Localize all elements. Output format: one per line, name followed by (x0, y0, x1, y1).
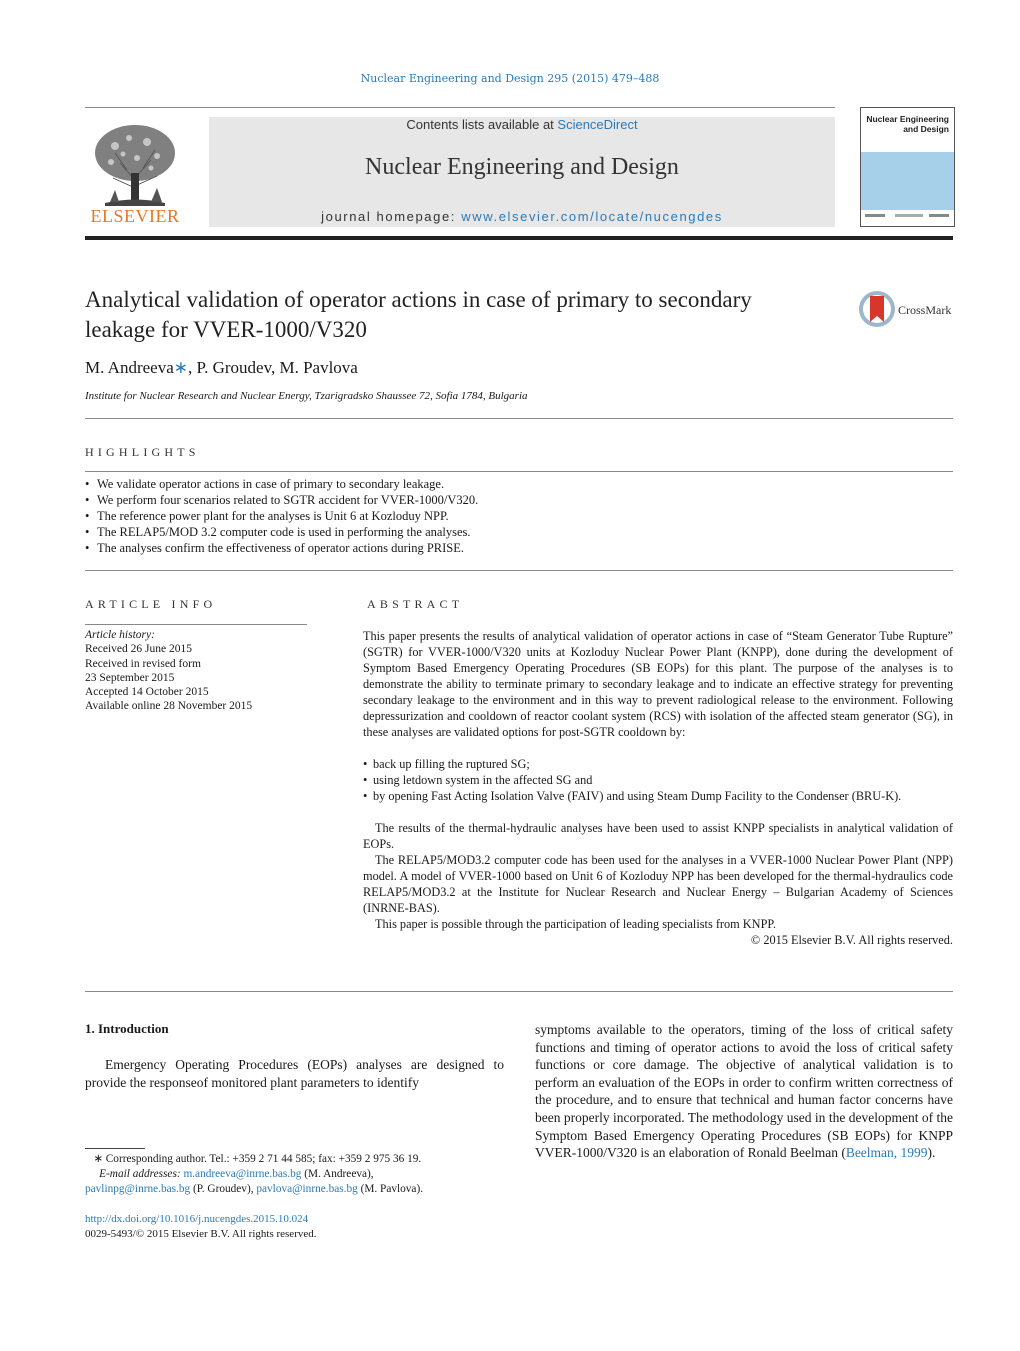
affiliation: Institute for Nuclear Research and Nuclear Energy, Tzarigradsko Shaussee 72, Sofia 1784, Bulgaria (85, 390, 528, 402)
email-line (85, 1167, 504, 1182)
email-label: E-mail addresses: (99, 1168, 181, 1180)
author-andreeva: M. Andreeva (85, 358, 174, 377)
highlights-rule (85, 471, 953, 472)
abstract-copyright: © 2015 Elsevier B.V. All rights reserved. (750, 933, 953, 947)
revised-date: 23 September 2015 (85, 671, 175, 684)
abstract-paragraph: This paper presents the results of analytical validation of operator actions in case of “Steam Generator Tube Rupture” (SGTR) for VVER-1000/V320 units at Kozloduy Nuclear Power Plant (KNPP), done during the development of Symptom Based Emergency Operating Procedures (SB EOPs) for this plant. The purpose of the analyses is to demonstrate the ability to terminate primary to secondary leakage and to indicate an effective strategy for preventing secondary leakage to the environment and in this way to prevent radiological release to the environment. Following depressurization and cooldown of reactor coolant system (RCS) with isolation of the affected steam generator (SG), in these analyses are validated options for post-SGTR cooldown by: (363, 629, 953, 739)
journal-cover-thumbnail[interactable] (860, 107, 955, 227)
elsevier-wordmark: ELSEVIER (90, 206, 180, 226)
footnote-mark: ∗ (93, 1153, 103, 1165)
received-date: Received 26 June 2015 (85, 643, 192, 656)
corresponding-author-note (85, 1152, 504, 1167)
list-item: • using letdown system in the affected SG and (363, 772, 953, 788)
abstract-paragraph: The results of the thermal-hydraulic analyses have been used to assist KNPP specialists in analytical validation of EOPs. (363, 821, 953, 851)
cover-band (861, 152, 954, 210)
list-item: • The reference power plant for the analyses is Unit 6 at Kozloduy NPP. (85, 508, 953, 524)
email-andreeva-link[interactable]: m.andreeva@inrne.bas.bg (183, 1168, 302, 1180)
divider-before-highlights (85, 418, 953, 419)
list-item: • We validate operator actions in case of primary to secondary leakage. (85, 476, 953, 492)
journal-homepage (209, 209, 835, 224)
other-authors: , P. Groudev, M. Pavlova (188, 358, 358, 377)
revised-label: Received in revised form (85, 657, 201, 670)
issn-copyright: 0029-5493/© 2015 Elsevier B.V. All rights reserved. (85, 1227, 317, 1240)
abstract-options-list (363, 756, 953, 804)
accepted-date: Accepted 14 October 2015 (85, 686, 209, 699)
email-groudev-link[interactable]: pavlinpg@inrne.bas.bg (85, 1183, 191, 1195)
list-item: • The RELAP5/MOD 3.2 computer code is used in performing the analyses. (85, 524, 953, 540)
email-line (85, 1182, 504, 1197)
list-item: • We perform four scenarios related to SGTR accident for VVER-1000/V320. (85, 492, 953, 508)
footnote-rule (85, 1148, 145, 1149)
contents-line (209, 117, 835, 132)
homepage-link[interactable]: www.elsevier.com/locate/nucengdes (461, 209, 723, 224)
article-info-rule (85, 624, 307, 625)
intro-right-text: symptoms available to the operators, timing of the loss of critical safety functions and timing of operator actions to avoid the loss of critical safety functions or core damage. The objective of analytical validation is to perform an evaluation of the EOPs in order to confirm written correctness of the procedure, and to ensure that technical and human factor concerns have been properly incorporated. The methodology used in the development of the Symptom Based Emergency Operating Procedures (SB EOPs) for KNPP VVER-1000/V320 is an elaboration of Ronald Beelman ( (535, 1022, 953, 1161)
article-info-heading: ARTICLE INFO (85, 597, 217, 611)
corresponding-contact: Corresponding author. Tel.: +359 2 71 44 585; fax: +359 2 975 36 19. (102, 1153, 422, 1165)
corresponding-author-mark[interactable]: ∗ (173, 358, 189, 377)
footnote (85, 1152, 504, 1197)
section-heading-introduction: 1. Introduction (85, 1021, 169, 1036)
email-groudev-name: (P. Groudev), (190, 1183, 257, 1195)
contents-prefix: Contents lists available at (406, 117, 558, 132)
beelman-reference-link[interactable]: Beelman, 1999 (845, 1145, 928, 1161)
divider-after-highlights (85, 570, 953, 571)
journal-citation[interactable]: Nuclear Engineering and Design 295 (2015) 479–488 (360, 72, 660, 85)
list-item: • The analyses confirm the effectiveness of operator actions during PRISE. (85, 540, 953, 556)
journal-name: Nuclear Engineering and Design (365, 154, 679, 180)
header-rule (85, 107, 835, 108)
article-history (85, 628, 307, 714)
email-pavlova-name: (M. Pavlova). (357, 1183, 424, 1195)
doi-link[interactable]: http://dx.doi.org/10.1016/j.nucengdes.2015.10.024 (85, 1213, 309, 1225)
abstract-body (363, 628, 953, 948)
email-pavlova-link[interactable]: pavlova@inrne.bas.bg (256, 1183, 358, 1195)
cover-title: Nuclear Engineering and Design (866, 114, 949, 134)
cover-footer-icon (865, 212, 949, 220)
doi-block (85, 1212, 317, 1241)
crossmark-label[interactable]: CrossMark (898, 303, 952, 317)
email-andreeva-name: (M. Andreeva), (301, 1168, 374, 1180)
author-list (85, 358, 358, 378)
highlights-list (85, 476, 953, 556)
article-title: Analytical validation of operator actions in case of primary to secondary leakage for VVER-1000/V320 (85, 287, 752, 342)
abstract-paragraph: The RELAP5/MOD3.2 computer code has been used for the analyses in a VVER-1000 Nuclear Power Plant (NPP) model. A model of VVER-1000 based on Unit 6 of Kozloduy NPP has been developed for the thermal-hydraulics code RELAP5/MOD3.2 at the Institute for Nuclear Research and Nuclear Energy – Bulgarian Academy of Sciences (INRNE-BAS). (363, 853, 953, 915)
masthead-rule (85, 236, 953, 240)
highlights-heading: HIGHLIGHTS (85, 445, 200, 459)
list-item: • by opening Fast Acting Isolation Valve (FAIV) and using Steam Dump Facility to the Condenser (BRU-K). (363, 788, 953, 804)
divider-before-body (85, 991, 953, 992)
list-item: • back up filling the ruptured SG; (363, 756, 953, 772)
intro-paragraph-left: Emergency Operating Procedures (EOPs) analyses are designed to provide the responseof monitored plant parameters to identify (85, 1057, 504, 1090)
intro-paragraph-right (535, 1021, 953, 1162)
history-label: Article history: (85, 629, 155, 641)
sciencedirect-link[interactable]: ScienceDirect (557, 117, 638, 132)
abstract-heading: ABSTRACT (367, 597, 464, 611)
online-date: Available online 28 November 2015 (85, 700, 253, 713)
homepage-prefix: journal homepage: (321, 209, 462, 224)
abstract-paragraph: This paper is possible through the participation of leading specialists from KNPP. (375, 917, 776, 931)
intro-right-end: ). (927, 1145, 936, 1161)
